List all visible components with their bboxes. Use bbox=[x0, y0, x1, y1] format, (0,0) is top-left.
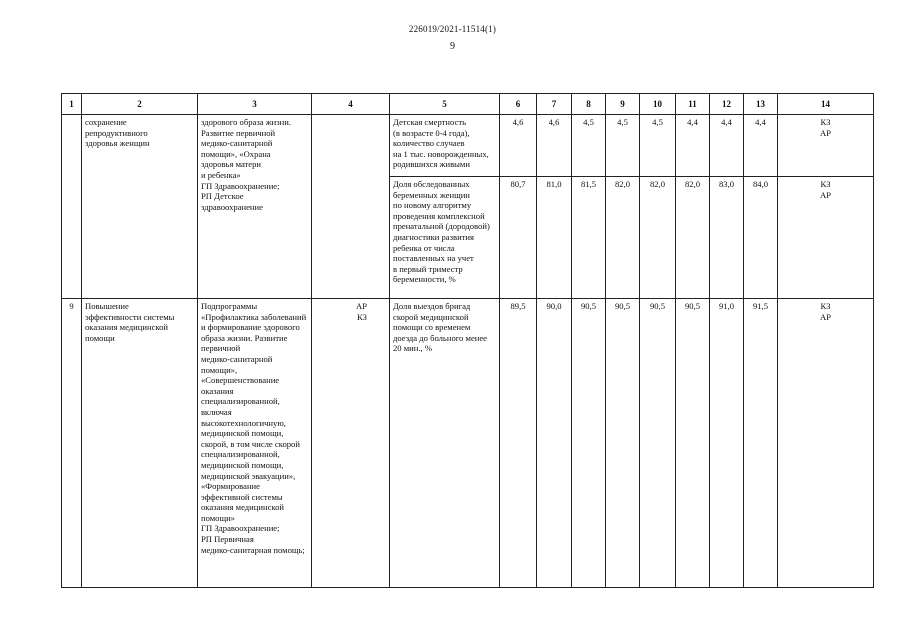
value-cell: 4,5 bbox=[606, 115, 640, 177]
value-cell: 91,5 bbox=[744, 299, 778, 588]
column-header: 5 bbox=[390, 94, 500, 115]
column-header: 1 bbox=[62, 94, 82, 115]
value-cell: 82,0 bbox=[676, 177, 710, 299]
value-cell: 89,5 bbox=[500, 299, 537, 588]
table-row bbox=[62, 299, 874, 588]
indicators-table bbox=[61, 93, 874, 588]
column-header: 3 bbox=[198, 94, 312, 115]
value-cell: 4,5 bbox=[572, 115, 606, 177]
value-cell: 4,4 bbox=[744, 115, 778, 177]
value-cell: 82,0 bbox=[606, 177, 640, 299]
responsible-cell: КЗ АР bbox=[778, 177, 874, 299]
row-number-cell: 9 bbox=[62, 299, 82, 588]
value-cell: 4,4 bbox=[676, 115, 710, 177]
value-cell: 84,0 bbox=[744, 177, 778, 299]
coexecutor-cell bbox=[312, 115, 390, 299]
value-cell: 4,4 bbox=[710, 115, 744, 177]
column-header: 7 bbox=[537, 94, 572, 115]
document-id: 226019/2021-11514(1) bbox=[408, 24, 497, 34]
value-cell: 90,0 bbox=[537, 299, 572, 588]
value-cell: 4,5 bbox=[640, 115, 676, 177]
responsible-cell: КЗ АР bbox=[778, 299, 874, 588]
column-header: 2 bbox=[82, 94, 198, 115]
column-header: 6 bbox=[500, 94, 537, 115]
value-cell: 90,5 bbox=[606, 299, 640, 588]
table-row bbox=[62, 115, 874, 177]
value-cell: 90,5 bbox=[676, 299, 710, 588]
indicator-cell: Доля обследованных беременных женщин по новому алгоритму проведения комплексной пренатальной (дородовой) диагностики развития ребенка от числа поставленных на учет в первый триместр беременности, % bbox=[390, 177, 500, 299]
column-header: 8 bbox=[572, 94, 606, 115]
column-header: 4 bbox=[312, 94, 390, 115]
program-cell: Подпрограммы «Профилактика заболеваний и формирование здорового образа жизни. Развитие первичной медико-санитарной помощи», «Совершенствование оказания специализированной, включая высокотехнологичную, медицинской помощи, скорой, в том числе скорой специализированной, медицинской помощи, медицинской эвакуации», «Формирование эффективной системы оказания медицинской помощи» ГП Здравоохранение; РП Первичная медико-санитарная помощь; bbox=[198, 299, 312, 588]
column-header: 10 bbox=[640, 94, 676, 115]
value-cell: 81,5 bbox=[572, 177, 606, 299]
value-cell: 81,0 bbox=[537, 177, 572, 299]
column-header: 9 bbox=[606, 94, 640, 115]
indicator-cell: Доля выездов бригад скорой медицинской помощи со временем доезда до больного менее 20 мин., % bbox=[390, 299, 500, 588]
value-cell: 83,0 bbox=[710, 177, 744, 299]
column-header: 12 bbox=[710, 94, 744, 115]
column-header: 13 bbox=[744, 94, 778, 115]
value-cell: 91,0 bbox=[710, 299, 744, 588]
column-header: 14 bbox=[778, 94, 874, 115]
coexecutor-cell: АР КЗ bbox=[312, 299, 390, 588]
value-cell: 4,6 bbox=[537, 115, 572, 177]
goal-cell: Повышение эффективности системы оказания медицинской помощи bbox=[82, 299, 198, 588]
value-cell: 80,7 bbox=[500, 177, 537, 299]
value-cell: 90,5 bbox=[640, 299, 676, 588]
page-number: 9 bbox=[450, 41, 455, 52]
goal-cell: сохранение репродуктивного здоровья женщин bbox=[82, 115, 198, 299]
value-cell: 4,6 bbox=[500, 115, 537, 177]
program-cell: здорового образа жизни. Развитие первичной медико-санитарной помощи», «Охрана здоровья матери и ребенка» ГП Здравоохранение; РП Детское здравоохранение bbox=[198, 115, 312, 299]
indicator-cell: Детская смертность (в возрасте 0-4 года), количество случаев на 1 тыс. новорожденных, родившихся живыми bbox=[390, 115, 500, 177]
value-cell: 90,5 bbox=[572, 299, 606, 588]
row-number-cell bbox=[62, 115, 82, 299]
responsible-cell: КЗ АР bbox=[778, 115, 874, 177]
column-header: 11 bbox=[676, 94, 710, 115]
value-cell: 82,0 bbox=[640, 177, 676, 299]
column-number-row bbox=[62, 94, 874, 115]
